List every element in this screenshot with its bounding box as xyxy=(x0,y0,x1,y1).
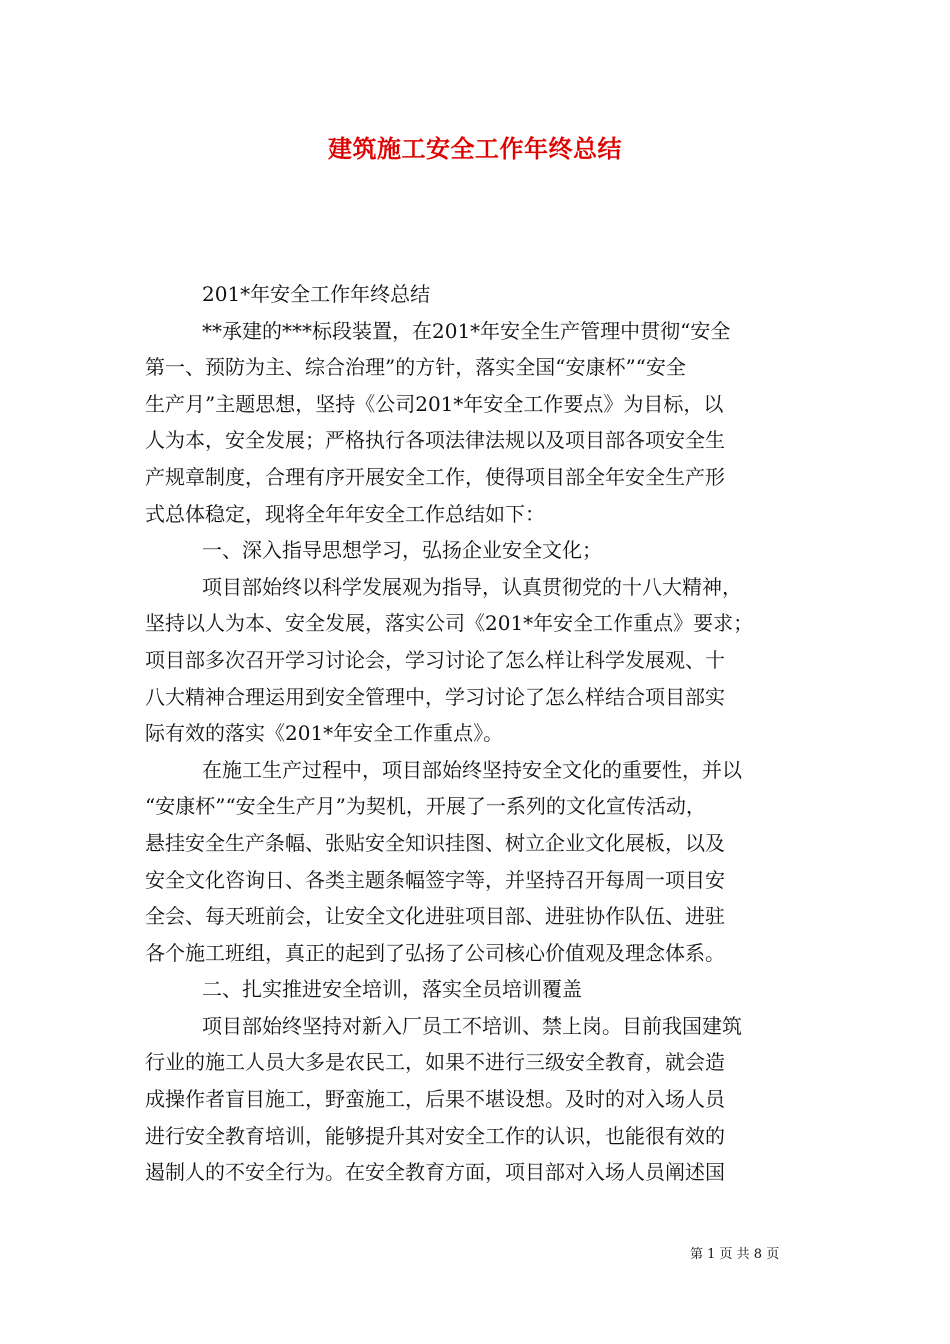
body-line: 产规章制度，合理有序开展安全工作，使得项目部全年安全生产形 xyxy=(145,464,725,489)
page-footer: 第 1 页 共 8 页 xyxy=(690,1247,780,1262)
body-line: 第一、预防为主、综合治理”的方针，落实全国“安康杯”“安全 xyxy=(145,355,686,380)
body-line: 坚持以人为本、安全发展，落实公司《201*年安全工作重点》要求； xyxy=(145,611,754,636)
body-line: 项目部始终坚持对新入厂员工不培训、禁上岗。目前我国建筑 xyxy=(202,1013,742,1038)
body-line: 生产月”主题思想，坚持《公司201*年安全工作要点》为目标，以 xyxy=(145,391,724,416)
body-line: 遏制人的不安全行为。在安全教育方面，项目部对入场人员阐述国 xyxy=(145,1160,725,1185)
body-line: 安全文化咨询日、各类主题条幅签字等，并坚持召开每周一项目安 xyxy=(145,867,725,892)
body-line: 各个施工班组，真正的起到了弘扬了公司核心价值观及理念体系。 xyxy=(145,940,725,965)
body-line: 行业的施工人员大多是农民工，如果不进行三级安全教育，就会造 xyxy=(145,1050,725,1075)
document-body xyxy=(145,276,817,1191)
body-line: 人为本，安全发展；严格执行各项法律法规以及项目部各项安全生 xyxy=(145,428,725,453)
body-line: 全会、每天班前会，让安全文化进驻项目部、进驻协作队伍、进驻 xyxy=(145,904,725,929)
body-line: 201*年安全工作年终总结 xyxy=(202,282,431,306)
section-heading: 一、深入指导思想学习，弘扬企业安全文化； xyxy=(202,538,602,563)
section-heading: 二、扎实推进安全培训，落实全员培训覆盖 xyxy=(202,977,582,1002)
body-line: 八大精神合理运用到安全管理中，学习讨论了怎么样结合项目部实 xyxy=(145,684,725,709)
document-title: 建筑施工安全工作年终总结 xyxy=(328,134,622,163)
body-line: 际有效的落实《201*年安全工作重点》。 xyxy=(145,721,504,746)
body-line: 在施工生产过程中，项目部始终坚持安全文化的重要性，并以 xyxy=(202,757,742,782)
body-line: 项目部始终以科学发展观为指导，认真贯彻党的十八大精神， xyxy=(202,574,742,599)
body-line: 悬挂安全生产条幅、张贴安全知识挂图、树立企业文化展板，以及 xyxy=(145,830,725,855)
body-line: **承建的***标段装置，在201*年安全生产管理中贯彻“安全 xyxy=(202,318,731,343)
body-line: “安康杯”“安全生产月”为契机，开展了一系列的文化宣传活动， xyxy=(145,794,706,819)
body-line: 项目部多次召开学习讨论会，学习讨论了怎么样让科学发展观、十 xyxy=(145,647,725,672)
body-line: 式总体稳定，现将全年年安全工作总结如下： xyxy=(145,501,545,526)
body-line: 进行安全教育培训，能够提升其对安全工作的认识，也能很有效的 xyxy=(145,1123,725,1148)
body-line: 成操作者盲目施工，野蛮施工，后果不堪设想。及时的对入场人员 xyxy=(145,1087,725,1112)
